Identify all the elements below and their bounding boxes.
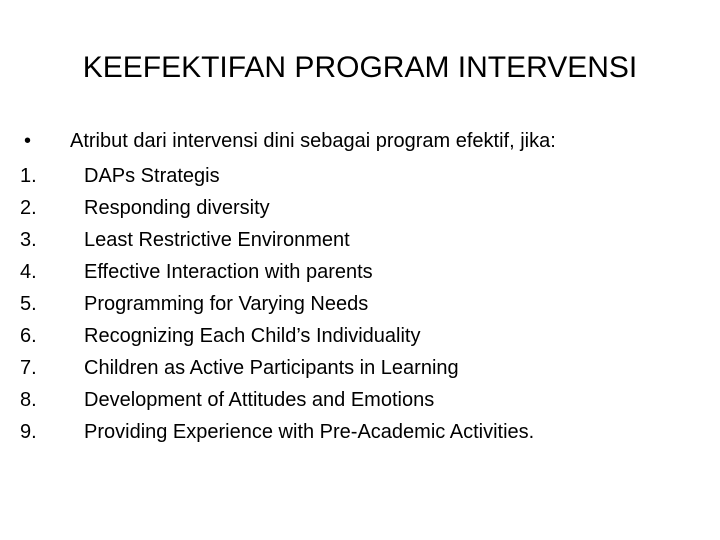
list-item-number: 8. — [20, 389, 37, 411]
list-item — [20, 192, 690, 224]
list-item-text: Least Restrictive Environment — [84, 229, 350, 251]
list-item — [20, 320, 690, 352]
list-item — [20, 160, 690, 192]
intro-bullet — [20, 128, 690, 154]
list-item-number: 9. — [20, 421, 37, 443]
bullet-marker: • — [24, 130, 32, 152]
list-item-text: Development of Attitudes and Emotions — [84, 389, 435, 411]
list-item-text: Children as Active Participants in Learning — [84, 357, 459, 379]
list-item-text: DAPs Strategis — [84, 165, 220, 187]
slide-body — [20, 128, 690, 448]
list-item — [20, 352, 690, 384]
list-item-text: Programming for Varying Needs — [84, 293, 369, 315]
list-item — [20, 256, 690, 288]
list-item-text: Providing Experience with Pre-Academic Activities. — [84, 421, 535, 443]
list-item-text: Recognizing Each Child’s Individuality — [84, 325, 421, 347]
intro-bullet-text: Atribut dari intervensi dini sebagai program efektif, jika: — [70, 130, 556, 152]
list-item-text: Effective Interaction with parents — [84, 261, 373, 283]
list-item-number: 5. — [20, 293, 37, 315]
slide-title: KEEFEKTIFAN PROGRAM INTERVENSI — [82, 51, 638, 84]
list-item-number: 2. — [20, 197, 37, 219]
numbered-list — [20, 160, 690, 448]
list-item — [20, 384, 690, 416]
list-item-number: 3. — [20, 229, 37, 251]
list-item-number: 7. — [20, 357, 37, 379]
list-item — [20, 224, 690, 256]
list-item-text: Responding diversity — [84, 197, 270, 219]
list-item-number: 6. — [20, 325, 37, 347]
list-item-number: 4. — [20, 261, 37, 283]
list-item-number: 1. — [20, 165, 37, 187]
list-item — [20, 288, 690, 320]
list-item — [20, 416, 690, 448]
